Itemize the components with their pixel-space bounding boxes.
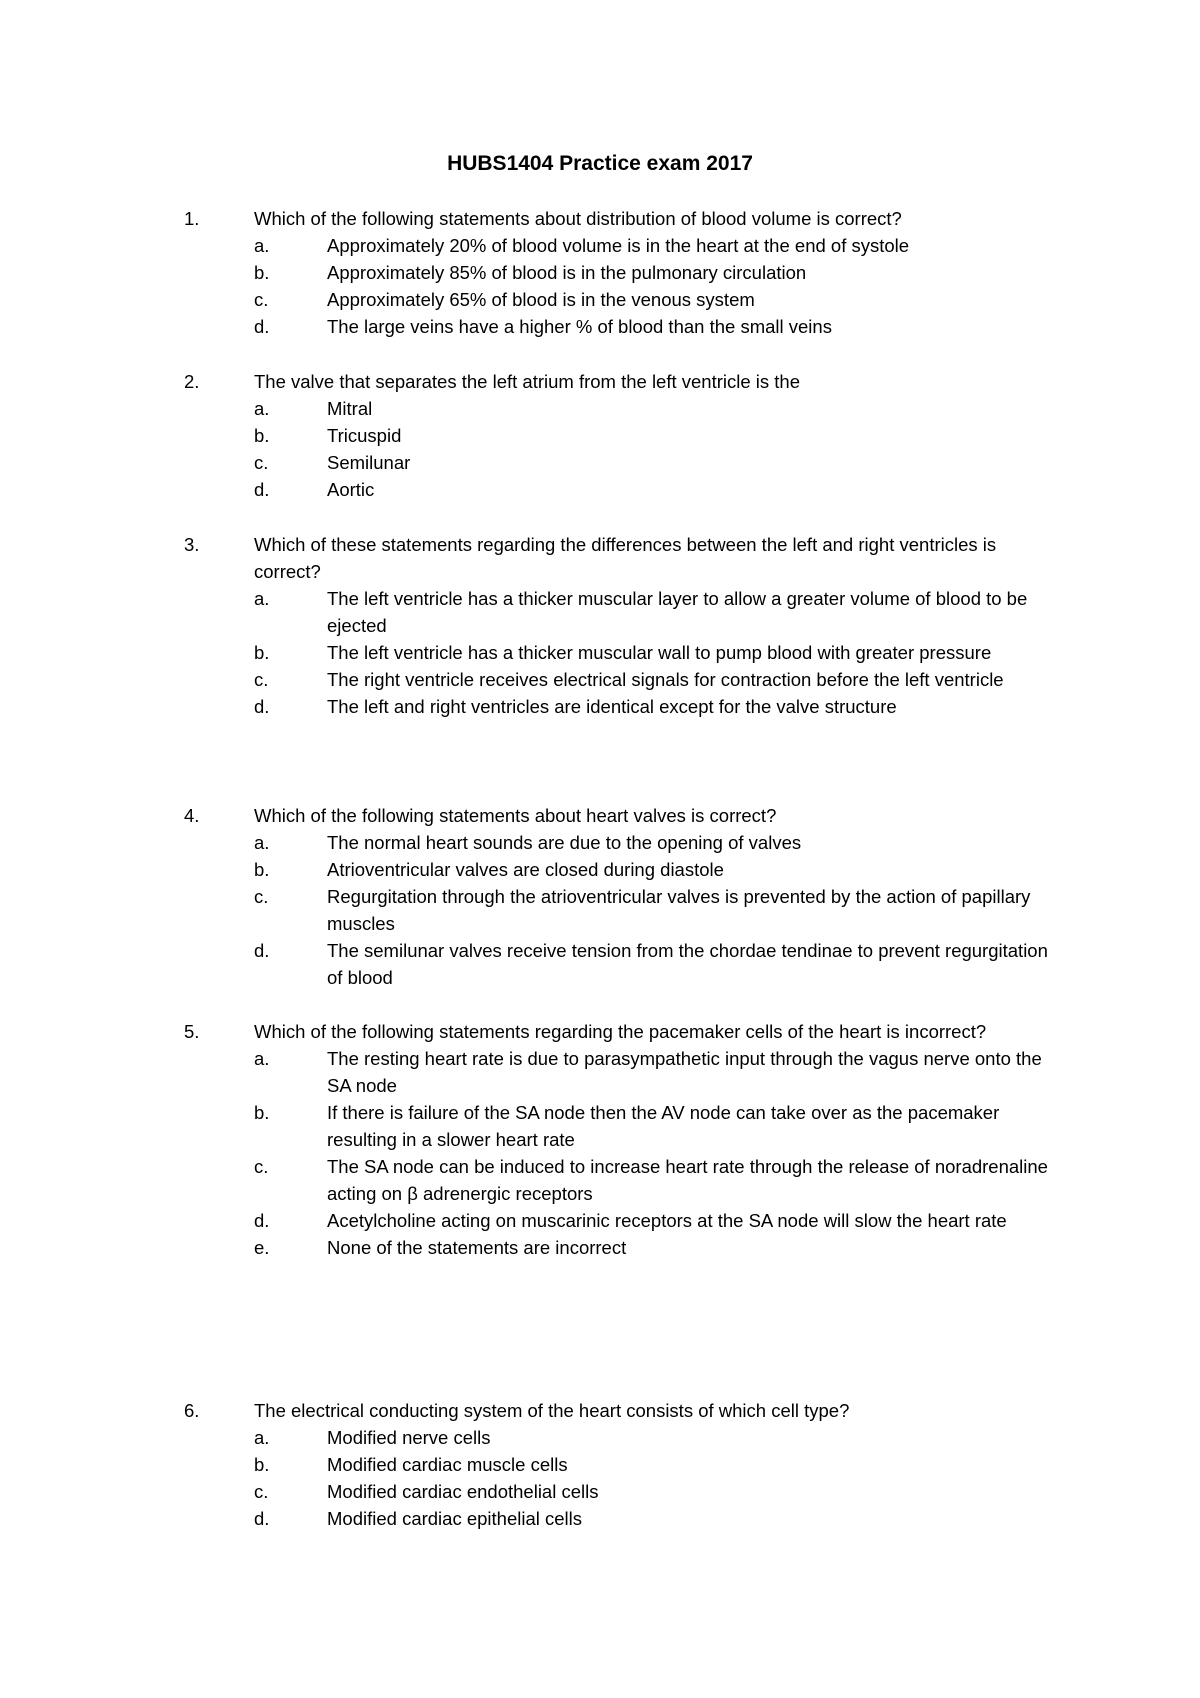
- answer-option: [184, 937, 1064, 991]
- option-letter: c.: [254, 1156, 269, 1177]
- option-text: If there is failure of the SA node then the AV node can take over as the pacemaker resulting in a slower heart rate: [327, 1102, 1000, 1150]
- answer-option: [184, 639, 1064, 666]
- option-letter: d.: [254, 1508, 270, 1529]
- option-text: Acetylcholine acting on muscarinic receptors at the SA node will slow the heart rate: [327, 1210, 1007, 1231]
- answer-option: [184, 856, 1064, 883]
- option-text: Mitral: [327, 398, 373, 419]
- option-letter: c.: [254, 289, 269, 310]
- exam-title: HUBS1404 Practice exam 2017: [447, 152, 753, 175]
- option-letter: c.: [254, 452, 269, 473]
- answer-option: [184, 1099, 1064, 1153]
- option-text: The right ventricle receives electrical signals for contraction before the left ventricle: [327, 669, 1004, 690]
- answer-option: [184, 829, 1064, 856]
- option-text: Modified nerve cells: [327, 1427, 491, 1448]
- option-text: The resting heart rate is due to parasympathetic input through the vagus nerve onto the SA node: [327, 1048, 1042, 1096]
- option-letter: b.: [254, 262, 270, 283]
- question-number: 5.: [184, 1021, 200, 1042]
- option-text: Aortic: [327, 479, 375, 500]
- question-3: [184, 531, 1064, 720]
- answer-option: [184, 1207, 1064, 1234]
- option-text: Approximately 20% of blood volume is in the heart at the end of systole: [327, 235, 910, 256]
- answer-option: [184, 1234, 1064, 1261]
- answer-option: [184, 313, 1064, 340]
- answer-option: [184, 395, 1064, 422]
- answer-option: [184, 476, 1064, 503]
- answer-option: [184, 585, 1064, 639]
- answer-option: [184, 666, 1064, 693]
- question-stem: [184, 802, 1064, 829]
- answer-option: [184, 449, 1064, 476]
- question-6: [184, 1397, 1064, 1532]
- option-text: The left ventricle has a thicker muscular layer to allow a greater volume of blood to be ejected: [327, 588, 1028, 636]
- option-letter: d.: [254, 1210, 270, 1231]
- option-letter: b.: [254, 859, 270, 880]
- option-letter: d.: [254, 696, 270, 717]
- answer-option: [184, 1505, 1064, 1532]
- option-text: The left ventricle has a thicker muscular wall to pump blood with greater pressure: [327, 642, 992, 663]
- question-stem: [184, 1397, 1064, 1424]
- question-stem: [184, 205, 1064, 232]
- option-letter: a.: [254, 398, 270, 419]
- question-stem: [184, 368, 1064, 395]
- option-letter: b.: [254, 425, 270, 446]
- answer-option: [184, 1451, 1064, 1478]
- option-letter: d.: [254, 316, 270, 337]
- option-text: Modified cardiac endothelial cells: [327, 1481, 599, 1502]
- option-text: Approximately 65% of blood is in the venous system: [327, 289, 755, 310]
- answer-option: [184, 1153, 1064, 1207]
- answer-option: [184, 232, 1064, 259]
- question-text: Which of these statements regarding the differences between the left and right ventricles is correct?: [254, 534, 997, 582]
- option-letter: b.: [254, 1102, 270, 1123]
- question-number: 6.: [184, 1400, 200, 1421]
- question-text: Which of the following statements about distribution of blood volume is correct?: [254, 208, 902, 229]
- option-text: Tricuspid: [327, 425, 402, 446]
- option-text: The normal heart sounds are due to the opening of valves: [327, 832, 802, 853]
- question-text: Which of the following statements about heart valves is correct?: [254, 805, 777, 826]
- question-stem: [184, 1018, 1064, 1045]
- answer-option: [184, 1045, 1064, 1099]
- option-letter: a.: [254, 235, 270, 256]
- option-text: The semilunar valves receive tension from the chordae tendinae to prevent regurgitation of blood: [327, 940, 1048, 988]
- option-letter: b.: [254, 642, 270, 663]
- option-letter: d.: [254, 940, 270, 961]
- question-4: [184, 802, 1064, 991]
- question-text: Which of the following statements regarding the pacemaker cells of the heart is incorrect?: [254, 1021, 987, 1042]
- option-letter: a.: [254, 832, 270, 853]
- answer-option: [184, 422, 1064, 449]
- answer-option: [184, 259, 1064, 286]
- question-5: [184, 1018, 1064, 1261]
- answer-option: [184, 286, 1064, 313]
- answer-option: [184, 883, 1064, 937]
- option-text: The large veins have a higher % of blood than the small veins: [327, 316, 832, 337]
- question-number: 3.: [184, 534, 200, 555]
- question-2: [184, 368, 1064, 503]
- answer-option: [184, 693, 1064, 720]
- option-letter: c.: [254, 669, 269, 690]
- answer-option: [184, 1478, 1064, 1505]
- option-text: Semilunar: [327, 452, 411, 473]
- option-text: Modified cardiac muscle cells: [327, 1454, 568, 1475]
- option-letter: c.: [254, 1481, 269, 1502]
- question-text: The valve that separates the left atrium from the left ventricle is the: [254, 371, 801, 392]
- option-letter: d.: [254, 479, 270, 500]
- option-text: Approximately 85% of blood is in the pulmonary circulation: [327, 262, 807, 283]
- question-1: [184, 205, 1064, 340]
- question-number: 2.: [184, 371, 200, 392]
- option-letter: a.: [254, 1048, 270, 1069]
- option-letter: e.: [254, 1237, 270, 1258]
- option-letter: b.: [254, 1454, 270, 1475]
- question-number: 1.: [184, 208, 200, 229]
- question-stem: [184, 531, 1064, 585]
- option-letter: a.: [254, 588, 270, 609]
- option-text: Modified cardiac epithelial cells: [327, 1508, 583, 1529]
- question-number: 4.: [184, 805, 200, 826]
- answer-option: [184, 1424, 1064, 1451]
- option-text: None of the statements are incorrect: [327, 1237, 627, 1258]
- option-letter: c.: [254, 886, 269, 907]
- option-text: The SA node can be induced to increase heart rate through the release of noradrenaline acting on β adrenergic receptors: [327, 1156, 1048, 1204]
- option-text: The left and right ventricles are identical except for the valve structure: [327, 696, 897, 717]
- option-text: Regurgitation through the atrioventricular valves is prevented by the action of papillary muscles: [327, 886, 1031, 934]
- option-text: Atrioventricular valves are closed during diastole: [327, 859, 724, 880]
- question-text: The electrical conducting system of the heart consists of which cell type?: [254, 1400, 850, 1421]
- option-letter: a.: [254, 1427, 270, 1448]
